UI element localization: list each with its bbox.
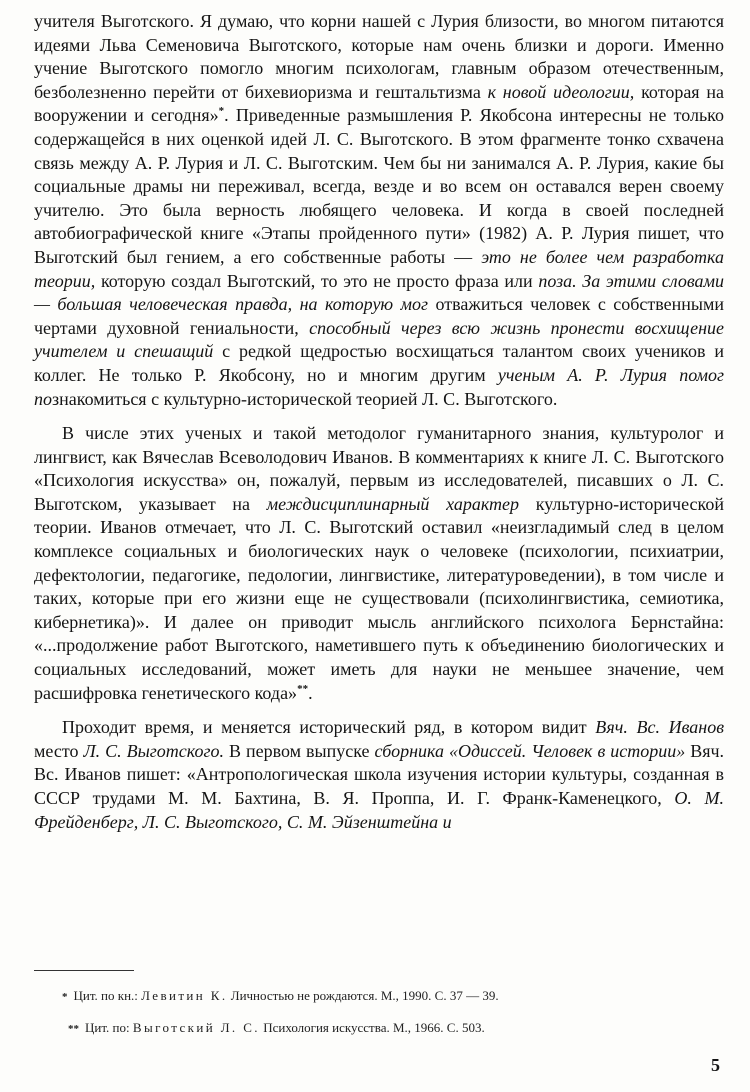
footnote-author: Левитин К. (141, 988, 228, 1003)
footnote-ref-1[interactable]: * (218, 105, 225, 118)
footnote-1: * Цит. по кн.: Левитин К. Личностью не рождаются. М., 1990. С. 37 — 39. (62, 988, 499, 1003)
footnote-mark: * (62, 991, 68, 1003)
paragraph-1: учителя Выготского. Я думаю, что корни нашей с Лурия близости, во многом питаются идеями Льва Семеновича Выготского, которые нам очень близки и дороги. Именно учение Выготского помогло многим психологам, главным образом отечественным, безболезненно перейти от бихевиоризма и гештальтизма к новой идеологии, которая на вооружении и сегодня»*. Приведенные размышления Р. Якобсона интересны не только содержащейся в них оценкой идей Л. С. Выготского. В этом фрагменте тонко схвачена связь между А. Р. Лурия и Л. С. Выготским. Чем бы ни занимался А. Р. Лурия, какие бы социальные драмы ни переживал, всегда, везде и во всем он оставался верен своему учителю. Это была верность любящего человека. И когда в своей последней автобиографической книге «Этапы пройденного пути» (1982) А. Р. Лурия пишет, что Выготский был гением, а его собственные работы — это не более чем разработка теории, которую создал Выготский, то это не просто фраза или поза. За этими словами — большая человеческая правда, на которую мог отважиться человек с собственными чертами духовной гениальности, способный через всю жизнь пронести восхищение учителем и спешащий с редкой щедростью восхищаться талантом своих учеников и коллег. Не только Р. Якобсону, но и многим другим ученым А. Р. Лурия помог познакомиться с культурно-исторической теорией Л. С. Выготского. (34, 11, 725, 409)
footnote-author: Выготский Л. С. (132, 1020, 260, 1035)
footnote-divider (34, 970, 134, 971)
page-body (34, 10, 724, 834)
page-number: 5 (711, 1055, 720, 1075)
footnote-2: ** Цит. по: Выготский Л. С. Психология искусства. М., 1966. С. 503. (68, 1020, 485, 1035)
footnote-ref-2[interactable]: ** (297, 682, 309, 695)
paragraph-2: В числе этих ученых и такой методолог гуманитарного знания, культуролог и лингвист, как Вячеслав Всеволодович Иванов. В комментариях к книге Л. С. Выготского «Психология искусства» он, пожалуй, первым из исследователей, писавших о Л. С. Выготском, указывает на междисциплинарный характер культурно-исторической теории. Иванов отмечает, что Л. С. Выготский оставил «неизгладимый след в целом комплексе социальных и биологических наук о человеке (психологии, психиатрии, дефектологии, педагогике, педологии, лингвистике, литературоведении), в том числе и таких, которые при его жизни еще не существовали (психолингвистика, семиотика, кибернетика)». И далее он приводит мысль английского психолога Бернстайна: «...продолжение работ Выготского, наметившего путь к объединению биологических и социальных исследований, может иметь для науки не меньшее значение, чем расшифровка генетического кода»**. (34, 423, 724, 703)
paragraph-3: Проходит время, и меняется исторический ряд, в котором видит Вяч. Вс. Иванов место Л. С. Выготского. В первом выпуске сборника «Одиссей. Человек в истории» Вяч. Вс. Иванов пишет: «Антропологическая школа изучения истории культуры, созданная в СССР трудами М. М. Бахтина, В. Я. Проппа, И. Г. Франк-Каменецкого, О. М. Фрейденберг, Л. С. Выготского, С. М. Эйзенштейна и (34, 717, 725, 832)
footnote-mark: ** (68, 1023, 79, 1035)
